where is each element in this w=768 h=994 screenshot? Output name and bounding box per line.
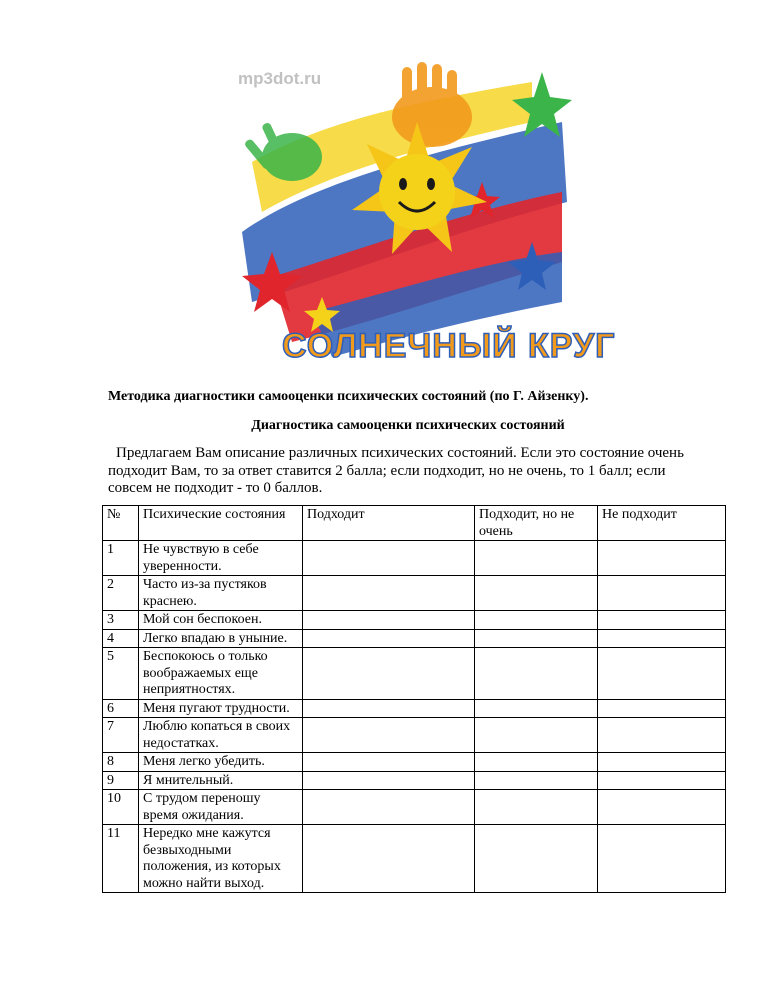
- table-row: [103, 648, 726, 700]
- table-header-row: [103, 506, 726, 541]
- row-state-text: Часто из-за пустяков краснею.: [139, 576, 303, 611]
- answer-fits-cell[interactable]: [303, 648, 475, 700]
- row-number: 1: [103, 541, 139, 576]
- answer-fits-cell[interactable]: [303, 611, 475, 630]
- row-number: 6: [103, 699, 139, 718]
- answer-not-fits-cell[interactable]: [598, 576, 726, 611]
- answer-fits-cell[interactable]: [303, 825, 475, 893]
- table-row: [103, 790, 726, 825]
- row-number: 11: [103, 825, 139, 893]
- table-row: [103, 825, 726, 893]
- header-not-fits: Не подходит: [598, 506, 726, 541]
- table-row: [103, 541, 726, 576]
- header-fits: Подходит: [303, 506, 475, 541]
- answer-not-fits-cell[interactable]: [598, 753, 726, 772]
- answer-fits-somewhat-cell[interactable]: [475, 790, 598, 825]
- answer-not-fits-cell[interactable]: [598, 790, 726, 825]
- row-number: 9: [103, 771, 139, 790]
- row-state-text: Люблю копаться в своих недостатках.: [139, 718, 303, 753]
- row-state-text: Мой сон беспокоен.: [139, 611, 303, 630]
- solnechny-krug-logo: [232, 62, 616, 370]
- row-number: 5: [103, 648, 139, 700]
- answer-fits-somewhat-cell[interactable]: [475, 753, 598, 772]
- intro-text: Предлагаем Вам описание различных психических состояний. Если это состояние очень подходит Вам, то за ответ ставится 2 балла; если подходит, но не очень, то 1 балл; если совсем не подходит - то 0 баллов.: [108, 445, 684, 496]
- row-number: 7: [103, 718, 139, 753]
- answer-fits-somewhat-cell[interactable]: [475, 629, 598, 648]
- answer-not-fits-cell[interactable]: [598, 825, 726, 893]
- answer-fits-somewhat-cell[interactable]: [475, 648, 598, 700]
- answer-fits-somewhat-cell[interactable]: [475, 718, 598, 753]
- row-state-text: Беспокоюсь о только воображаемых еще неприятностях.: [139, 648, 303, 700]
- row-number: 3: [103, 611, 139, 630]
- row-state-text: Не чувствую в себе уверенности.: [139, 541, 303, 576]
- row-state-text: С трудом переношу время ожидания.: [139, 790, 303, 825]
- answer-not-fits-cell[interactable]: [598, 611, 726, 630]
- answer-not-fits-cell[interactable]: [598, 699, 726, 718]
- table-row: [103, 699, 726, 718]
- answer-fits-cell[interactable]: [303, 576, 475, 611]
- answer-fits-cell[interactable]: [303, 790, 475, 825]
- header-fits-somewhat: Подходит, но не очень: [475, 506, 598, 541]
- row-state-text: Нередко мне кажутся безвыходными положения, из которых можно найти выход.: [139, 825, 303, 893]
- answer-fits-somewhat-cell[interactable]: [475, 771, 598, 790]
- logo-caption: СОЛНЕЧНЫЙ КРУГ: [282, 327, 616, 365]
- answer-not-fits-cell[interactable]: [598, 648, 726, 700]
- answer-fits-cell[interactable]: [303, 541, 475, 576]
- answer-fits-cell[interactable]: [303, 699, 475, 718]
- row-state-text: Легко впадаю в уныние.: [139, 629, 303, 648]
- answer-not-fits-cell[interactable]: [598, 629, 726, 648]
- table-row: [103, 629, 726, 648]
- row-number: 8: [103, 753, 139, 772]
- table-row: [103, 718, 726, 753]
- table-row: [103, 576, 726, 611]
- answer-fits-cell[interactable]: [303, 771, 475, 790]
- answer-not-fits-cell[interactable]: [598, 718, 726, 753]
- answer-fits-somewhat-cell[interactable]: [475, 699, 598, 718]
- answer-not-fits-cell[interactable]: [598, 541, 726, 576]
- answer-fits-somewhat-cell[interactable]: [475, 576, 598, 611]
- watermark-text: mp3dot.ru: [238, 69, 322, 88]
- answer-not-fits-cell[interactable]: [598, 771, 726, 790]
- header-number: №: [103, 506, 139, 541]
- answer-fits-cell[interactable]: [303, 629, 475, 648]
- header-states: Психические состояния: [139, 506, 303, 541]
- answer-fits-somewhat-cell[interactable]: [475, 541, 598, 576]
- row-state-text: Меня пугают трудности.: [139, 699, 303, 718]
- row-number: 2: [103, 576, 139, 611]
- table-row: [103, 611, 726, 630]
- row-number: 10: [103, 790, 139, 825]
- intro-paragraph: [108, 445, 708, 498]
- logo-artwork: [232, 62, 616, 370]
- page-subtitle: Диагностика самооценки психических состояний: [251, 418, 565, 433]
- row-state-text: Меня легко убедить.: [139, 753, 303, 772]
- answer-fits-cell[interactable]: [303, 753, 475, 772]
- answer-fits-somewhat-cell[interactable]: [475, 825, 598, 893]
- page-title: Методика диагностики самооценки психических состояний (по Г. Айзенку).: [108, 389, 589, 404]
- assessment-table: [102, 505, 726, 893]
- row-number: 4: [103, 629, 139, 648]
- answer-fits-somewhat-cell[interactable]: [475, 611, 598, 630]
- table-row: [103, 771, 726, 790]
- row-state-text: Я мнительный.: [139, 771, 303, 790]
- answer-fits-cell[interactable]: [303, 718, 475, 753]
- table-row: [103, 753, 726, 772]
